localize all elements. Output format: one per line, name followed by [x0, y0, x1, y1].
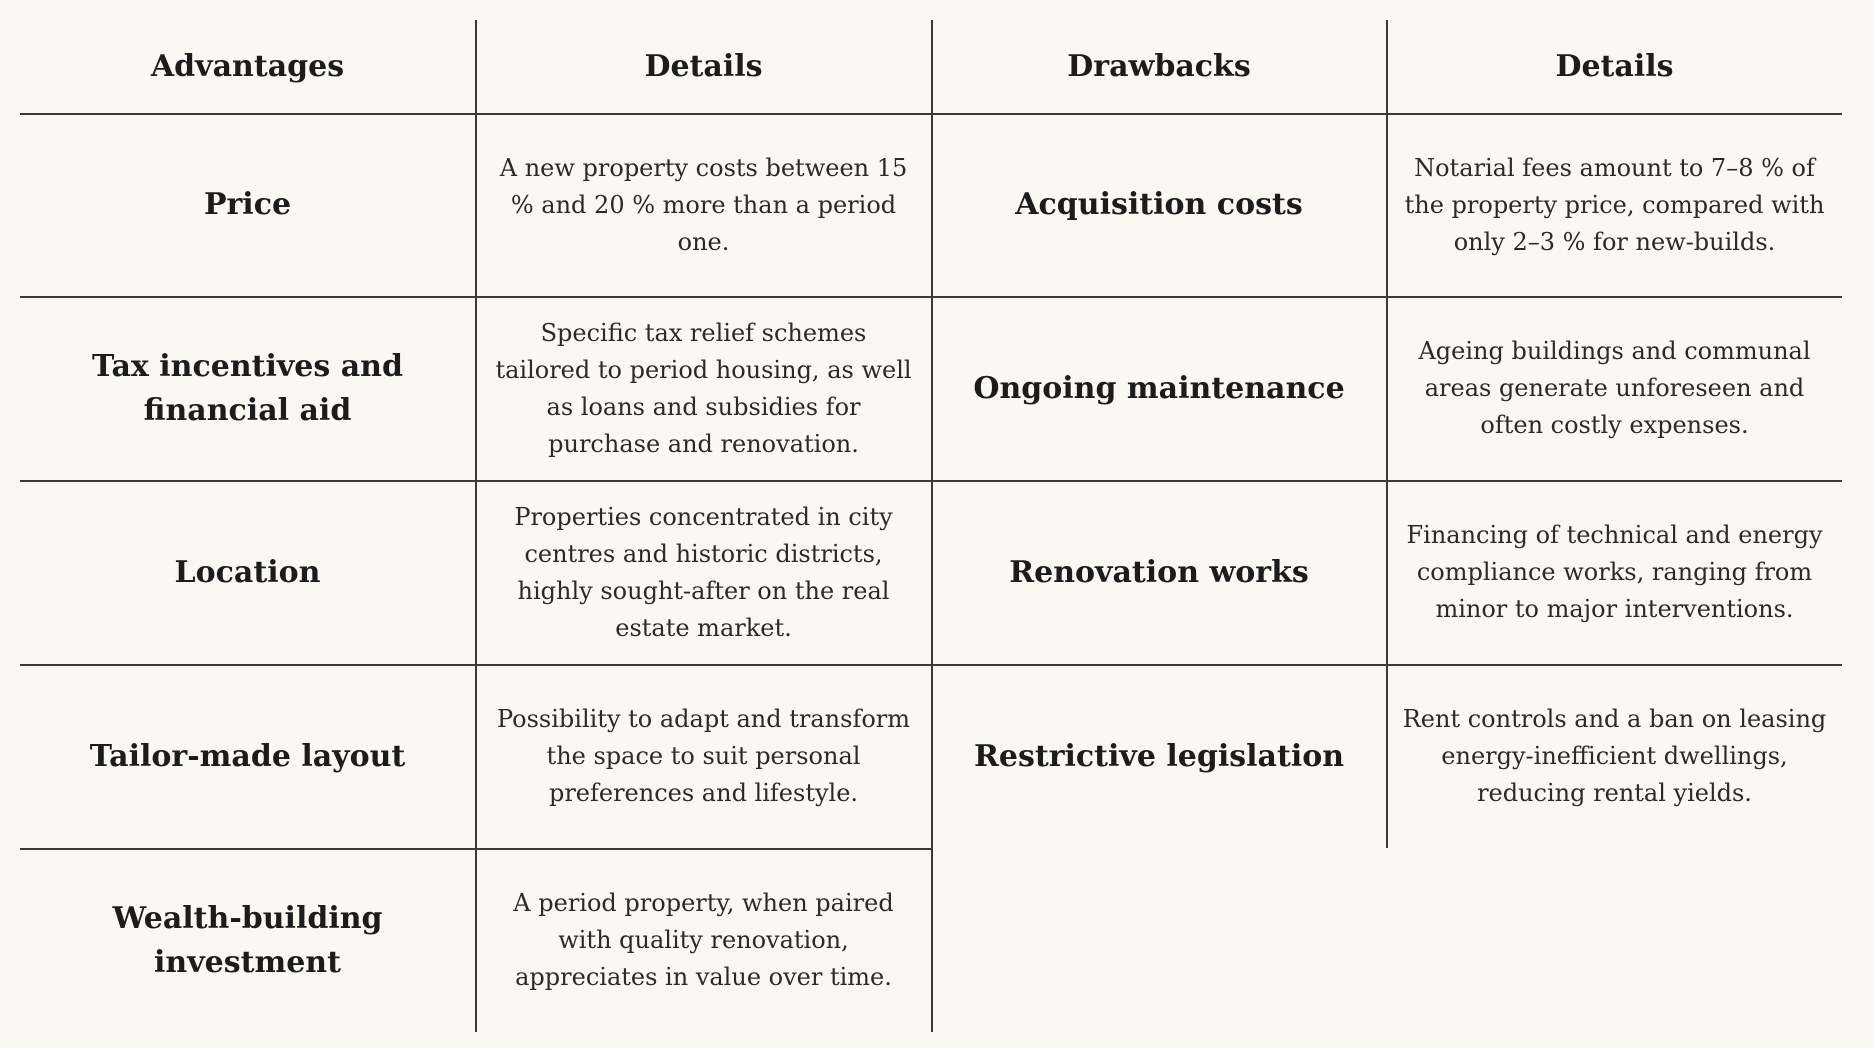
drawback-label: Renovation works — [1009, 554, 1309, 590]
advantage-details: Properties concentrated in city centres and historic districts, highly sought-after on the real estate market. — [514, 502, 893, 642]
drawback-label: Ongoing maintenance — [973, 370, 1345, 406]
advantage-label: Price — [203, 187, 292, 222]
header-drawbacks: Drawbacks — [1067, 49, 1251, 84]
header-drawbacks-details: Details — [1555, 49, 1674, 84]
drawback-details: Financing of technical and energy compliance works, ranging from minor to major interventions. — [1406, 521, 1823, 623]
drawback-details: Ageing buildings and communal areas generate unforeseen and often costly expenses. — [1418, 337, 1811, 439]
advantage-details: A period property, when paired with quality renovation, appreciates in value over time. — [513, 889, 894, 991]
advantage-label: Location — [174, 554, 321, 590]
drawback-details: Notarial fees amount to 7–8 % of the property price, compared with only 2–3 % for new-builds. — [1404, 153, 1825, 256]
drawback-details: Rent controls and a ban on leasing energy-inefficient dwellings, reducing rental yields. — [1402, 705, 1827, 807]
drawback-label: Acquisition costs — [1015, 187, 1303, 222]
header-advantages-details: Details — [644, 49, 763, 84]
advantage-label: Wealth-building investment — [112, 900, 383, 980]
advantage-label: Tax incentives and financial aid — [92, 348, 403, 428]
advantage-details: Specific tax relief schemes tailored to period housing, as well as loans and subsidies for purchase and renovation. — [495, 318, 912, 458]
drawback-label: Restrictive legislation — [973, 738, 1345, 774]
advantage-label: Tailor-made layout — [89, 738, 406, 774]
advantage-details: A new property costs between 15 % and 20 % more than a period one. — [499, 153, 908, 256]
header-advantages: Advantages — [150, 49, 345, 84]
advantage-details: Possibility to adapt and transform the space to suit personal preferences and lifestyle. — [496, 705, 910, 807]
